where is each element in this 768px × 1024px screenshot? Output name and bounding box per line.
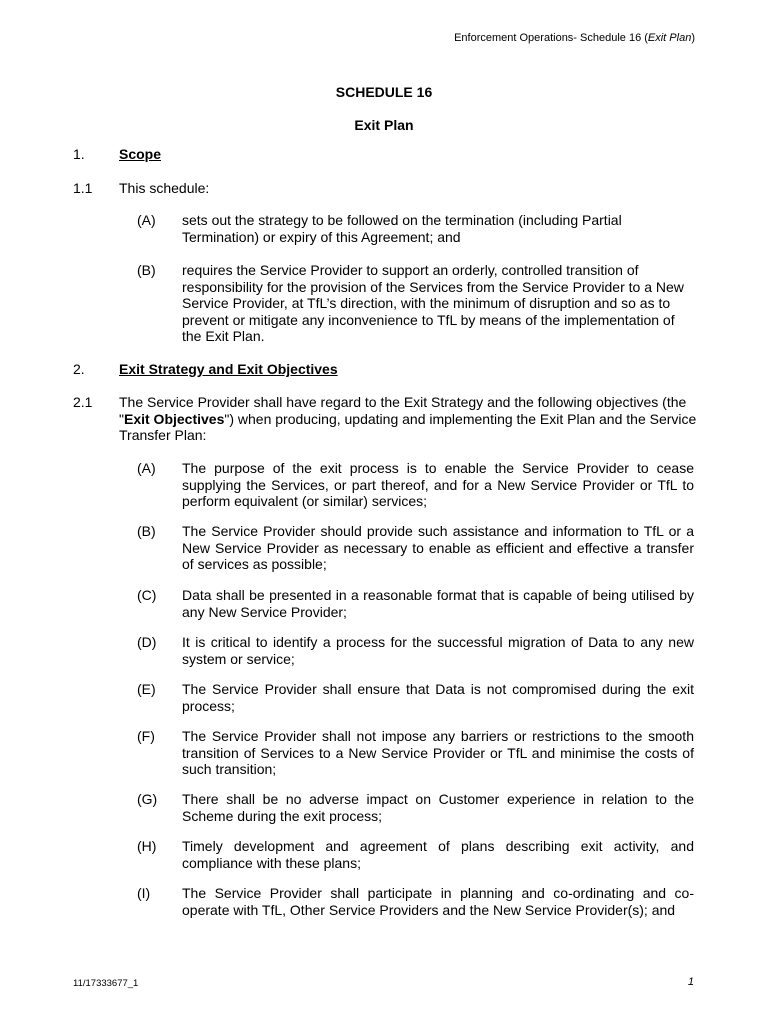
item-2-g-text: There shall be no adverse impact on Customer experience in relation to the Scheme during the exit process; bbox=[182, 791, 694, 824]
page-number: 1 bbox=[687, 976, 694, 988]
item-2-h-label: (H) bbox=[137, 838, 157, 854]
running-header-prefix: Enforcement Operations- Schedule 16 ( bbox=[454, 32, 648, 44]
item-2-b-label: (B) bbox=[137, 523, 156, 539]
item-2-f-text: The Service Provider shall not impose any barriers or restrictions to the smooth transition of Services to a New Service Provider or TfL and minimise the costs of such transition; bbox=[182, 728, 694, 778]
item-2-i-label: (I) bbox=[137, 885, 151, 901]
item-2-c-text: Data shall be presented in a reasonable format that is capable of being utilised by any New Service Provider; bbox=[182, 587, 694, 620]
item-2-b-text: The Service Provider should provide such assistance and information to TfL or a New Service Provider as necessary to enable as efficient and effective a transfer of services as possible; bbox=[182, 523, 694, 573]
clause-2-1-text-before: The Service Provider shall have regard to the Exit Strategy and the following objectives (the " bbox=[119, 394, 687, 427]
section-2-number: 2. bbox=[73, 361, 85, 377]
schedule-title: SCHEDULE 16 bbox=[335, 84, 433, 100]
item-2-g-label: (G) bbox=[137, 791, 158, 807]
clause-2-1-number: 2.1 bbox=[73, 394, 93, 410]
clause-2-1-text-after: ") when producing, updating and implementing the Exit Plan and the Service Transfer Plan: bbox=[119, 410, 697, 444]
schedule-subtitle: Exit Plan bbox=[354, 117, 414, 133]
item-2-f-label: (F) bbox=[137, 728, 155, 744]
clause-1-1-number: 1.1 bbox=[73, 180, 93, 196]
item-2-a-label: (A) bbox=[137, 460, 156, 476]
item-2-d-label: (D) bbox=[137, 634, 157, 650]
document-reference: 11/17333677_1 bbox=[73, 978, 139, 989]
section-1-heading: Scope bbox=[119, 146, 162, 162]
item-1-b-label: (B) bbox=[137, 262, 156, 278]
running-header bbox=[454, 32, 695, 44]
item-2-i-text: The Service Provider shall participate in planning and co-ordinating and co-operate with TfL, Other Service Providers and the New Service Provider(s); and bbox=[182, 885, 694, 918]
running-header-suffix: ) bbox=[691, 32, 695, 44]
clause-2-1-text bbox=[119, 394, 697, 444]
item-2-c-label: (C) bbox=[137, 587, 157, 603]
section-2-heading: Exit Strategy and Exit Objectives bbox=[119, 361, 338, 377]
item-2-d-text: It is critical to identify a process for the successful migration of Data to any new system or service; bbox=[182, 634, 694, 667]
item-1-a-text: sets out the strategy to be followed on the termination (including Partial Termination) or expiry of this Agreement; and bbox=[182, 212, 622, 245]
item-2-e-label: (E) bbox=[137, 681, 156, 697]
item-2-e-text: The Service Provider shall ensure that Data is not compromised during the exit process; bbox=[182, 681, 694, 714]
item-1-a-label: (A) bbox=[137, 212, 156, 228]
exit-objectives-term: Exit Objectives bbox=[123, 410, 225, 427]
section-1-number: 1. bbox=[73, 146, 85, 162]
running-header-italic: Exit Plan bbox=[647, 32, 692, 44]
clause-1-1-text: This schedule: bbox=[119, 180, 210, 196]
item-2-a-text: The purpose of the exit process is to enable the Service Provider to cease supplying the Services, or part thereof, and for a New Service Provider or TfL to perform equivalent (or similar) services; bbox=[182, 460, 694, 510]
item-2-h-text: Timely development and agreement of plans describing exit activity, and compliance with these plans; bbox=[182, 838, 694, 871]
item-1-b-text: requires the Service Provider to support an orderly, controlled transition of responsibility for the provision of the Services from the Service Provider to a New Service Provider, at TfL’s direction, with the minimum of disruption and so as to prevent or mitigate any inconvenience to TfL by means of the implementation of the Exit Plan. bbox=[182, 262, 684, 345]
